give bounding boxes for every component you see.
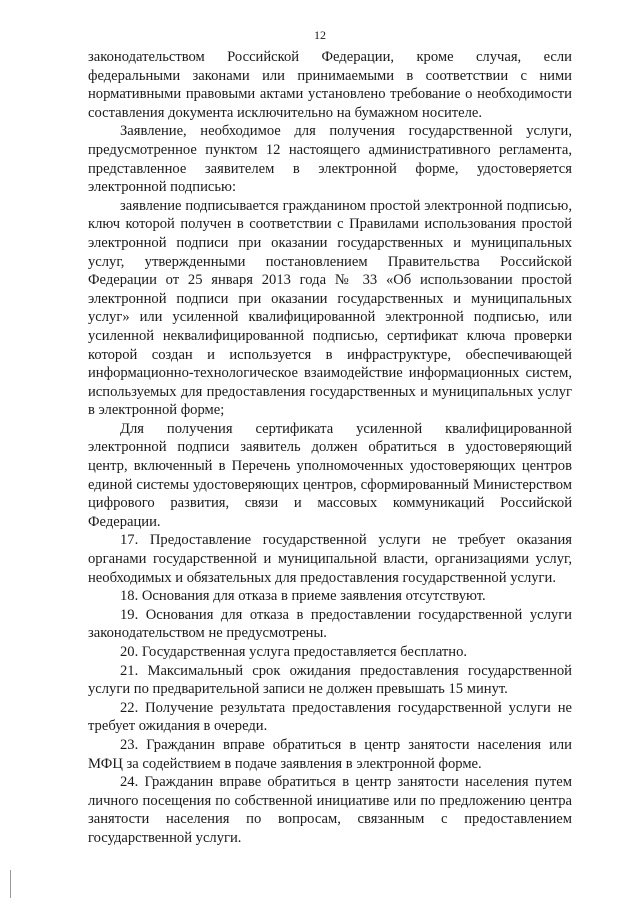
paragraph-signature-types: заявление подписывается гражданином простой электронной подписью, ключ которой получен в соответствии с Правилами использования простой электронной подписи при оказании государственных и муниципальных услуг, утвержденными постановлением Правительства Российской Федерации от 25 января 2013 года № 33 «Об использовании простой электронной подписи при оказании государственных и муниципальных услуг» или усиленной квалифицированной электронной подписью, или усиленной неквалифицированной подписью, сертификат ключа проверки которой создан и используется в инфраструктуре, обеспечивающей информационно-технологическое взаимодействие информационных систем, используемых для предоставления государственных и муниципальных услуг в электронной форме; bbox=[88, 197, 572, 419]
document-body bbox=[88, 48, 572, 848]
paragraph-19: 19. Основания для отказа в предоставлении государственной услуги законодательством не предусмотрены. bbox=[88, 606, 572, 642]
page-number: 12 bbox=[314, 28, 326, 42]
paragraph-17: 17. Предоставление государственной услуги не требует оказания органами государственной и муниципальной власти, организациями услуг, необходимых и обязательных для предоставления государственной услуги. bbox=[88, 532, 572, 586]
paragraph-certificate: Для получения сертификата усиленной квалифицированной электронной подписи заявитель должен обратиться в удостоверяющий центр, включенный в Перечень уполномоченных удостоверяющих центров единой системы удостоверяющих центров, сформированный Министерством цифрового развития, связи и массовых коммуникаций Российской Федерации. bbox=[88, 420, 572, 530]
paragraph-continuation: законодательством Российской Федерации, кроме случая, если федеральными законами или принимаемыми в соответствии с ними нормативными правовыми актами установлено требование о необходимости составления документа исключительно на бумажном носителе. bbox=[88, 49, 572, 121]
paragraph-22: 22. Получение результата предоставления государственной услуги не требует ожидания в очереди. bbox=[88, 699, 572, 735]
paragraph-21: 21. Максимальный срок ожидания предоставления государственной услуги по предварительной записи не должен превышать 15 минут. bbox=[88, 662, 572, 698]
paragraph-18: 18. Основания для отказа в приеме заявления отсутствуют. bbox=[120, 588, 486, 605]
scan-edge-mark bbox=[10, 870, 11, 898]
paragraph-20: 20. Государственная услуга предоставляется бесплатно. bbox=[120, 644, 468, 660]
paragraph-24: 24. Гражданин вправе обратиться в центр занятости населения путем личного посещения по собственной инициативе или по предложению центра занятости населения по вопросам, связанным с предоставлением государственной услуги. bbox=[88, 774, 572, 846]
paragraph-electronic-signature: Заявление, необходимое для получения государственной услуги, предусмотренное пунктом 12 настоящего административного регламента, представленное заявителем в электронной форме, удостоверяется электронной подписью: bbox=[88, 123, 572, 196]
paragraph-23: 23. Гражданин вправе обратиться в центр занятости населения или МФЦ за содействием в подаче заявления в электронной форме. bbox=[88, 736, 572, 772]
